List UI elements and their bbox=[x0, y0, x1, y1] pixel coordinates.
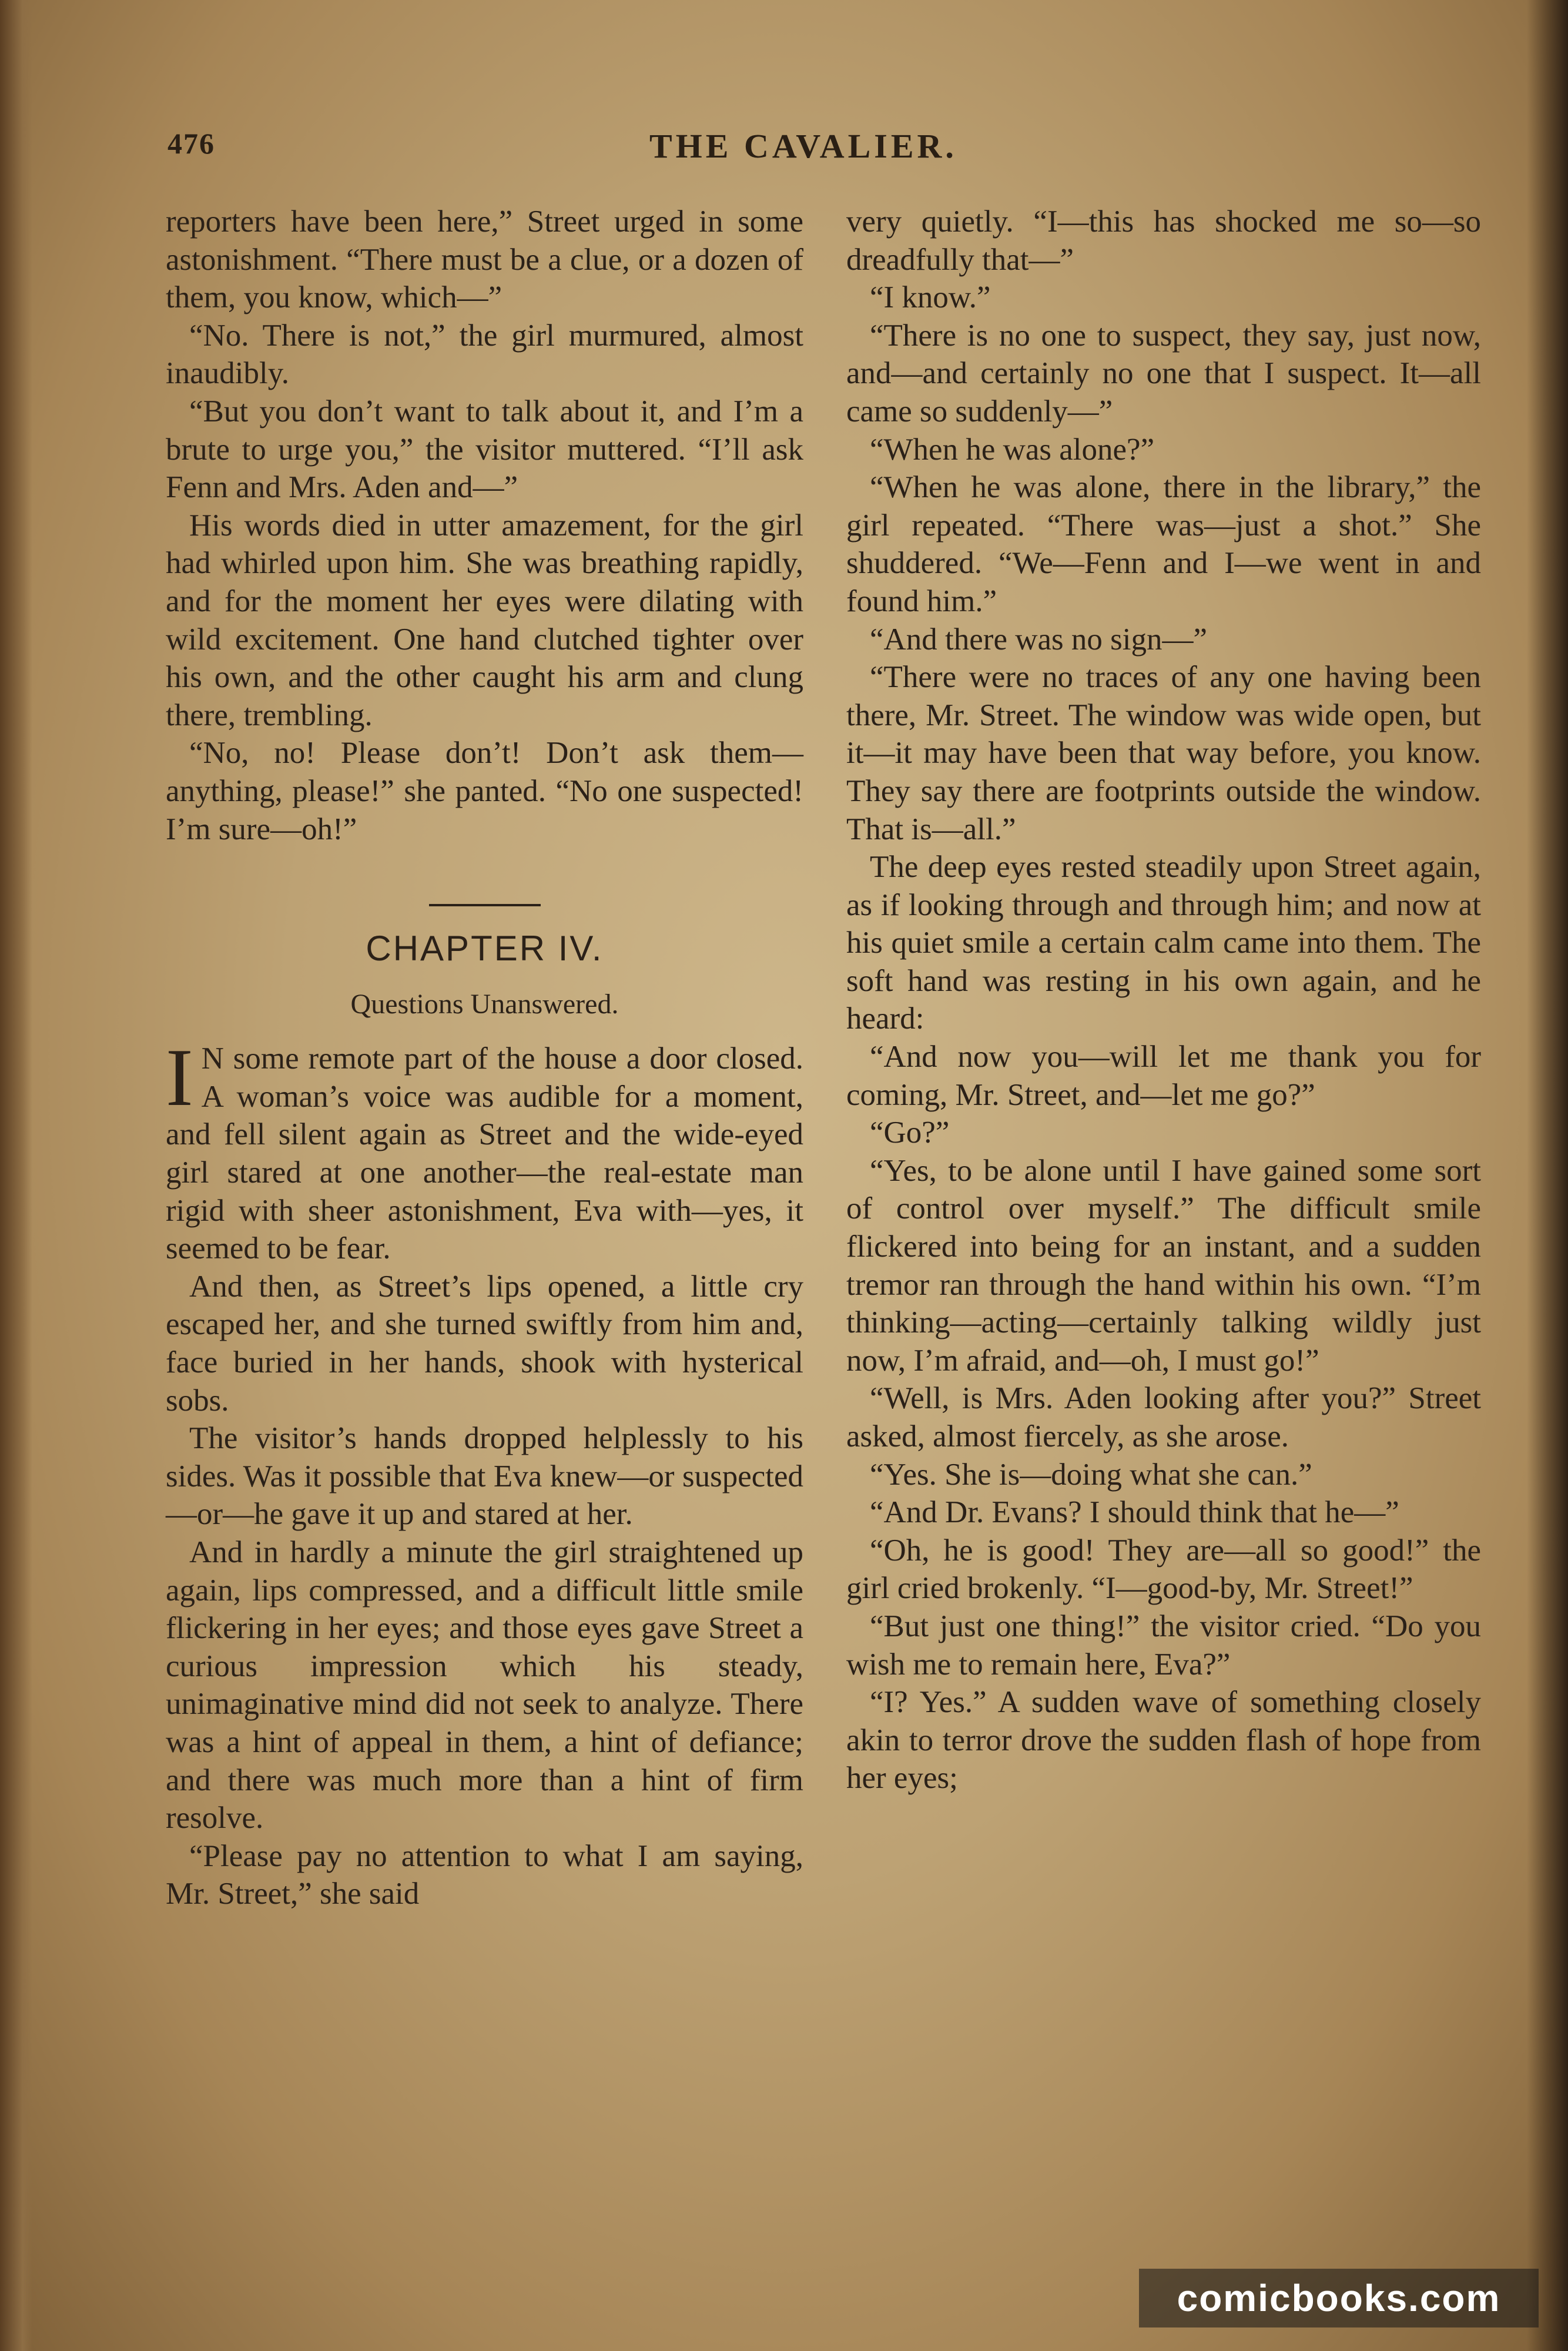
page-number: 476 bbox=[167, 127, 215, 160]
paragraph: “But just one thing!” the visitor cried. “Do you wish me to remain here, Eva?” bbox=[846, 1609, 1481, 1682]
paragraph: “And there was no sign—” bbox=[870, 622, 1208, 657]
paragraph: “I know.” bbox=[870, 280, 991, 315]
paragraph: reporters have been here,” Street urged in some astonishment. “There must be a clue, or a dozen of them, you know, which—” bbox=[166, 205, 803, 315]
paragraph: “There is no one to suspect, they say, just now, and—and certainly no one that I suspect. It—all came so suddenly—” bbox=[846, 318, 1481, 428]
watermark-link[interactable]: comicbooks.com bbox=[1139, 2269, 1539, 2327]
running-title: THE CAVALIER. bbox=[649, 127, 957, 165]
paragraph: “Please pay no attention to what I am saying, Mr. Street,” she said bbox=[166, 1838, 803, 1911]
paragraph: “Yes. She is—doing what she can.” bbox=[870, 1457, 1312, 1492]
first-paragraph-text: N some remote part of the house a door closed. A woman’s voice was audible for a moment, and fell silent again as Street and the wide-eyed girl stared at one another—the real-estate man rigid with sheer astonishment, Eva with—yes, it seemed to be fear. bbox=[166, 1041, 803, 1266]
chapter-first-paragraph bbox=[166, 1032, 803, 1268]
paragraph: “No, no! Please don’t! Don’t ask them—anything, please!” she panted. “No one suspected! I’m sure—oh!” bbox=[166, 736, 803, 846]
paragraph: very quietly. “I—this has shocked me so—so dreadfully that—” bbox=[846, 205, 1481, 277]
paragraph: “When he was alone, there in the library,” the girl repeated. “There was—just a shot.” She shuddered. “We—Fenn and I—we went in and found him.” bbox=[846, 470, 1481, 618]
page-spine-shadow bbox=[0, 0, 32, 2351]
page-header bbox=[167, 126, 1472, 173]
chapter-subtitle: Questions Unanswered. bbox=[350, 988, 619, 1020]
left-column bbox=[166, 203, 803, 1913]
paragraph: His words died in utter amazement, for the girl had whirled upon him. She was breathing rapidly, and for the moment her eyes were dilating with wild excitement. One hand clutched tighter over his own, and the other caught his arm and clung there, trembling. bbox=[166, 508, 803, 732]
section-divider bbox=[429, 904, 541, 906]
paragraph: “I? Yes.” A sudden wave of something closely akin to terror drove the sudden flash of hope from her eyes; bbox=[846, 1685, 1481, 1796]
paragraph: “Yes, to be alone until I have gained some sort of control over myself.” The difficult smile flickered into being for an instant, and a sudden tremor ran through the hand within his own. “I’m thinking—acting—certainly talking wildly just now, I’m afraid, and—oh, I must go!” bbox=[846, 1153, 1481, 1378]
paragraph: “Oh, he is good! They are—all so good!” the girl cried brokenly. “I—good-by, Mr. Street!” bbox=[846, 1533, 1481, 1606]
chapter-title: CHAPTER IV. bbox=[366, 929, 604, 969]
paragraph: “Well, is Mrs. Aden looking after you?” Street asked, almost fiercely, as she arose. bbox=[846, 1381, 1481, 1454]
paragraph: And in hardly a minute the girl straightened up again, lips compressed, and a difficult little smile flickering in her eyes; and those eyes gave Street a curious impression which his steady, unimaginative mind did not seek to analyze. There was a hint of appeal in them, a hint of defiance; and there was much more than a hint of firm resolve. bbox=[166, 1535, 803, 1836]
paragraph: “Go?” bbox=[870, 1116, 950, 1150]
paragraph: “When he was alone?” bbox=[870, 432, 1155, 467]
paragraph: “There were no traces of any one having been there, Mr. Street. The window was wide open, but it—it may have been that way before, you know. They say there are footprints outside the window. That is—all.” bbox=[846, 660, 1481, 846]
paragraph: “No. There is not,” the girl murmured, almost inaudibly. bbox=[166, 318, 803, 391]
page-edge-shadow bbox=[1527, 0, 1568, 2351]
paragraph: “But you don’t want to talk about it, and I’m a brute to urge you,” the visitor muttered. “I’ll ask Fenn and Mrs. Aden and—” bbox=[166, 394, 803, 505]
paragraph: The visitor’s hands dropped helplessly to his sides. Was it possible that Eva knew—or suspected—or—he gave it up and stared at her. bbox=[166, 1421, 803, 1532]
paragraph: “And Dr. Evans? I should think that he—” bbox=[870, 1495, 1399, 1530]
right-column bbox=[846, 203, 1481, 1797]
paragraph: And then, as Street’s lips opened, a little cry escaped her, and she turned swiftly from him and, face buried in her hands, shook with hysterical sobs. bbox=[166, 1269, 803, 1418]
drop-cap: I bbox=[166, 1032, 193, 1124]
paragraph: The deep eyes rested steadily upon Street again, as if looking through and through him; and now at his quiet smile a certain calm came into them. The soft hand was resting in his own again, and he heard: bbox=[846, 850, 1481, 1036]
paragraph: “And now you—will let me thank you for coming, Mr. Street, and—let me go?” bbox=[846, 1040, 1481, 1112]
